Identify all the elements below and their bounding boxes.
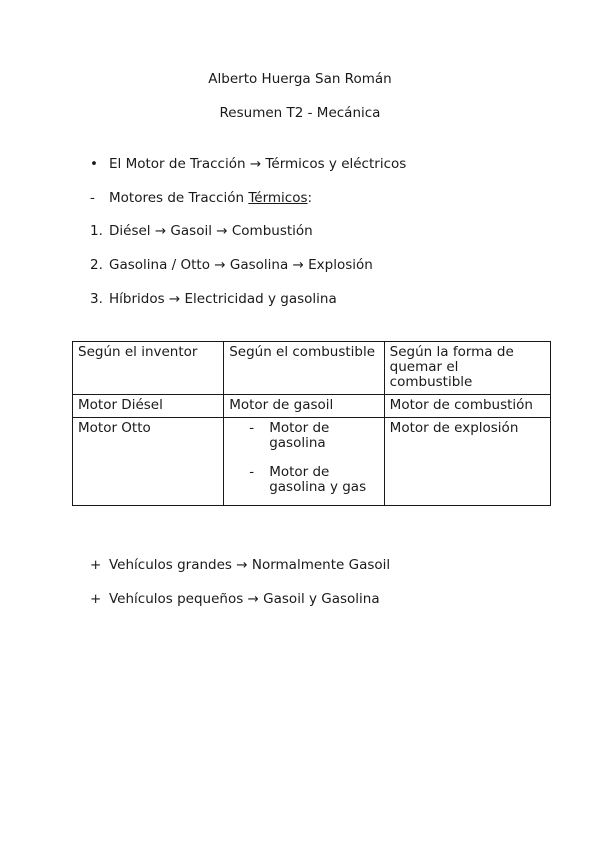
list-item bbox=[90, 591, 380, 607]
table-header-cell: Según la forma de quemar el combustible bbox=[384, 342, 550, 395]
table-header-cell: Según el combustible bbox=[224, 342, 384, 395]
list-item bbox=[90, 557, 390, 573]
table-cell: Motor Diésel bbox=[73, 395, 224, 418]
list-item bbox=[90, 190, 312, 206]
table-cell: Motor Otto bbox=[73, 418, 224, 506]
list-item-text: Híbridos → Electricidad y gasolina bbox=[109, 291, 337, 307]
list-item bbox=[90, 223, 313, 239]
number-marker: 3. bbox=[90, 291, 103, 307]
list-item bbox=[90, 291, 337, 307]
sublist-item-text: Motor de gasolina y gas bbox=[269, 464, 367, 495]
list-item-text: Gasolina / Otto → Gasolina → Explosión bbox=[109, 257, 373, 273]
number-marker: 1. bbox=[90, 223, 103, 239]
engine-classification-table bbox=[72, 341, 551, 506]
bullet-marker: • bbox=[90, 156, 98, 172]
table-row bbox=[73, 395, 551, 418]
number-marker: 2. bbox=[90, 257, 103, 273]
table-cell: Motor de gasoil bbox=[224, 395, 384, 418]
table-header-row bbox=[73, 342, 551, 395]
list-item-text: Vehículos pequeños → Gasoil y Gasolina bbox=[109, 591, 380, 607]
list-item-text-prefix: Motores de Tracción bbox=[109, 190, 249, 206]
table-header-cell: Según el inventor bbox=[73, 342, 224, 395]
dash-marker: - bbox=[90, 190, 95, 206]
fuel-sublist bbox=[229, 421, 378, 501]
dash-marker: - bbox=[249, 464, 255, 480]
dash-marker: - bbox=[249, 420, 255, 436]
sublist-item bbox=[249, 465, 378, 495]
underlined-term: Térmicos bbox=[248, 190, 308, 206]
list-item-text: El Motor de Tracción → Térmicos y eléctricos bbox=[109, 156, 407, 172]
plus-marker: + bbox=[90, 557, 102, 573]
author-name: Alberto Huerga San Román bbox=[208, 71, 392, 87]
document-title: Resumen T2 - Mecánica bbox=[219, 105, 381, 121]
table-cell bbox=[224, 418, 384, 506]
table-row bbox=[73, 418, 551, 506]
table-cell: Motor de explosión bbox=[384, 418, 550, 506]
list-item-text: Diésel → Gasoil → Combustión bbox=[109, 223, 313, 239]
list-item bbox=[90, 257, 373, 273]
plus-marker: + bbox=[90, 591, 102, 607]
list-item bbox=[90, 156, 406, 172]
sublist-item bbox=[249, 421, 378, 451]
list-item-text: Vehículos grandes → Normalmente Gasoil bbox=[109, 557, 391, 573]
table-cell: Motor de combustión bbox=[384, 395, 550, 418]
sublist-item-text: Motor de gasolina bbox=[269, 420, 330, 451]
list-item-text-suffix: : bbox=[307, 190, 313, 206]
